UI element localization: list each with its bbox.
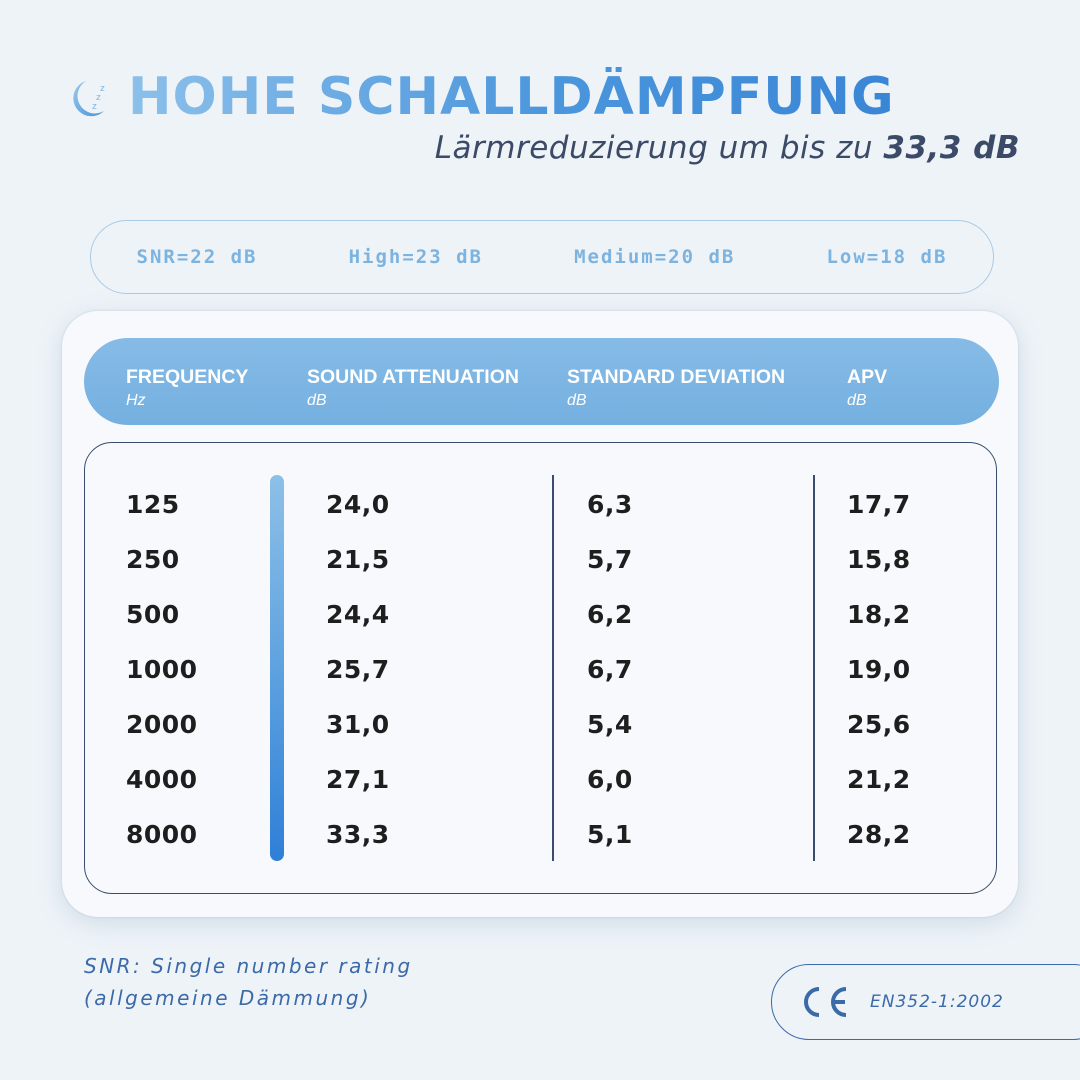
cell-frequency: 8000 [126, 820, 198, 849]
rating-high: High=23 dB [348, 246, 483, 268]
header-deviation-unit: dB [567, 392, 587, 409]
page-title: HOHE SCHALLDÄMPFUNG [128, 67, 895, 127]
footnote-line-2: (allgemeine Dämmung) [84, 986, 372, 1010]
header-attenuation-title: SOUND ATTENUATION [307, 366, 519, 388]
ratings-pill [90, 220, 994, 294]
svg-text:z: z [92, 102, 97, 112]
cell-deviation: 6,7 [587, 655, 633, 684]
cell-apv: 28,2 [847, 820, 911, 849]
moon-sleep-icon [62, 71, 114, 123]
cell-attenuation: 21,5 [326, 545, 390, 574]
cell-deviation: 6,2 [587, 600, 633, 629]
cell-apv: 17,7 [847, 490, 911, 519]
apv-column [847, 484, 911, 869]
cell-apv: 21,2 [847, 765, 911, 794]
cell-attenuation: 33,3 [326, 820, 390, 849]
cell-frequency: 500 [126, 600, 180, 629]
header-apv-title: APV [847, 366, 888, 388]
footnote-line-1: SNR: Single number rating [84, 954, 413, 978]
snr-footnote [84, 950, 413, 1014]
cell-attenuation: 24,0 [326, 490, 390, 519]
ce-mark-icon [800, 985, 852, 1019]
cell-attenuation: 27,1 [326, 765, 390, 794]
cell-apv: 18,2 [847, 600, 911, 629]
subtitle-value: 33,3 dB [883, 130, 1020, 166]
gradient-divider [270, 475, 284, 861]
cell-frequency: 4000 [126, 765, 198, 794]
title-row [62, 62, 895, 132]
header-deviation-title: STANDARD DEVIATION [567, 366, 786, 388]
svg-text:z: z [100, 84, 105, 94]
frequency-column [126, 484, 198, 869]
subtitle-text: Lärmreduzierung um bis zu [434, 130, 884, 166]
table-header [84, 338, 999, 425]
attenuation-column [326, 484, 390, 869]
cell-attenuation: 31,0 [326, 710, 390, 739]
cell-frequency: 1000 [126, 655, 198, 684]
cell-attenuation: 25,7 [326, 655, 390, 684]
header-attenuation-unit: dB [307, 392, 327, 409]
header-frequency-unit: Hz [126, 392, 146, 409]
cell-deviation: 6,0 [587, 765, 633, 794]
column-divider [813, 475, 815, 861]
cell-frequency: 125 [126, 490, 180, 519]
deviation-column [587, 484, 633, 869]
rating-low: Low=18 dB [826, 246, 948, 268]
cell-apv: 15,8 [847, 545, 911, 574]
cell-deviation: 5,7 [587, 545, 633, 574]
cell-attenuation: 24,4 [326, 600, 390, 629]
cell-frequency: 250 [126, 545, 180, 574]
cell-deviation: 5,1 [587, 820, 633, 849]
rating-medium: Medium=20 dB [574, 246, 736, 268]
cell-deviation: 5,4 [587, 710, 633, 739]
header-deviation [567, 366, 785, 410]
header-frequency [126, 366, 248, 410]
header-attenuation [307, 366, 519, 410]
certification-standard: EN352-1:2002 [870, 992, 1004, 1012]
header-frequency-title: FREQUENCY [126, 366, 249, 388]
cell-frequency: 2000 [126, 710, 198, 739]
rating-snr: SNR=22 dB [136, 246, 258, 268]
column-divider [552, 475, 554, 861]
cell-apv: 19,0 [847, 655, 911, 684]
header-apv-unit: dB [847, 392, 867, 409]
certification-badge [771, 964, 1080, 1040]
cell-apv: 25,6 [847, 710, 911, 739]
cell-deviation: 6,3 [587, 490, 633, 519]
subtitle [435, 130, 1020, 166]
header-apv [847, 366, 887, 410]
svg-text:z: z [96, 93, 101, 103]
